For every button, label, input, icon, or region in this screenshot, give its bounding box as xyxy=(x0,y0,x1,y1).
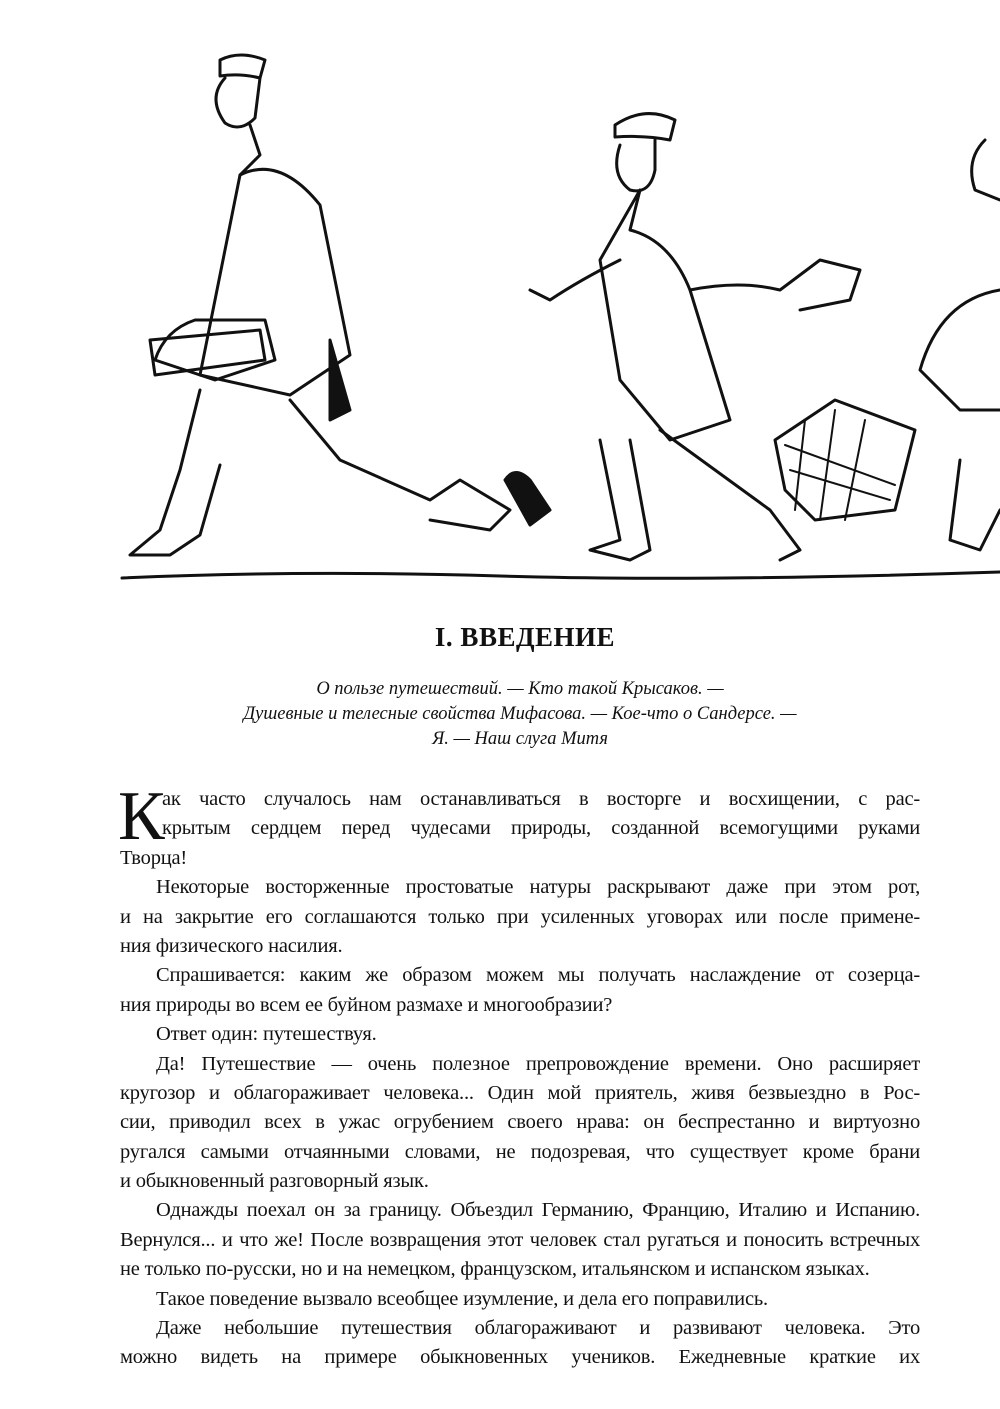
running-travelers-illustration xyxy=(0,0,1000,600)
text-line: можно видеть на примере обыкновенных учеников. Ежедневные краткие их xyxy=(120,1346,920,1369)
text-line: Творца! xyxy=(120,846,188,869)
summary-line: О пользе путешествий. — Кто такой Крысаков. — xyxy=(316,679,724,699)
chapter-body-text xyxy=(120,785,920,1373)
summary-line: Я. — Наш слуга Митя xyxy=(432,729,608,749)
text-line: ак часто случалось нам останавливаться в восторге и восхищении, с рас- xyxy=(162,788,920,810)
drop-cap: К xyxy=(118,778,165,855)
text-line: крытым сердцем перед чудесами природы, созданной всемогущими руками xyxy=(162,817,920,840)
text-line: Спрашивается: каким же образом можем мы получать наслаждение от созерца- xyxy=(156,964,920,987)
text-line: Да! Путешествие — очень полезное препровождение времени. Оно расширяет xyxy=(156,1052,920,1075)
text-line: Однажды поехал он за границу. Объездил Германию, Францию, Италию и Испанию. xyxy=(156,1199,920,1222)
chapter-title: I. ВВЕДЕНИЕ xyxy=(434,622,616,652)
summary-line: Душевные и телесные свойства Мифасова. — Кое-что о Сандерсе. — xyxy=(243,704,797,724)
text-line: и обыкновенный разговорный язык. xyxy=(120,1170,429,1193)
text-line: ния природы во всем ее буйном размахе и многообразии? xyxy=(120,993,613,1016)
text-line: ругался самыми отчаянными словами, не подозревая, что существует кроме брани xyxy=(120,1140,920,1163)
text-line: Ответ один: путешествуя. xyxy=(156,1023,377,1046)
text-line: кругозор и облагораживает человека... Один мой приятель, живя безвыездно в Рос- xyxy=(120,1081,920,1104)
text-line: ния физического насилия. xyxy=(120,934,343,957)
text-line: Некоторые восторженные простоватые натуры раскрывают даже при этом рот, xyxy=(156,876,920,899)
text-line: не только по-русски, но и на немецком, французском, итальянском и испанском языках. xyxy=(120,1258,870,1281)
chapter-summary xyxy=(0,677,1000,752)
text-line: Даже небольшие путешествия облагораживают и развивают человека. Это xyxy=(156,1317,920,1340)
figure-right-runner-partial xyxy=(920,140,1000,550)
text-line: сии, приводил всех в ужас огрубением своего нрава: он беспрестанно и виртуозно xyxy=(120,1111,920,1134)
text-line: и на закрытие его соглашаются только при усиленных уговорах или после примене- xyxy=(120,905,920,928)
text-line: Такое поведение вызвало всеобщее изумление, и дела его поправились. xyxy=(156,1287,768,1310)
figure-left-runner xyxy=(130,55,510,555)
ground-line xyxy=(122,572,1000,578)
figure-middle-runner xyxy=(505,114,915,560)
text-line: Вернулся... и что же! После возвращения этот человек стал ругаться и поносить встречных xyxy=(120,1228,920,1251)
